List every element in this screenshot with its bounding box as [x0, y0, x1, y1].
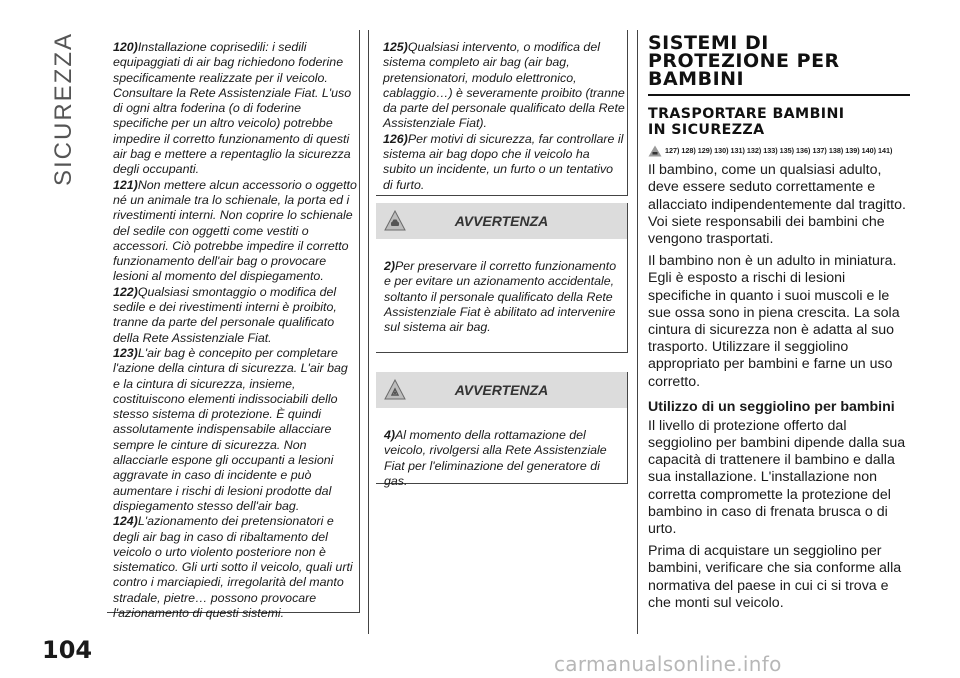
section-label: SICUREZZA	[50, 32, 77, 187]
left-notes	[113, 40, 357, 621]
note-number: 4)	[384, 428, 396, 442]
note-text: Installazione coprisedili: i sedili equipaggiati di air bag richiedono foderine specificamente realizzate per il veicolo. Consultare la Rete Assistenziale Fiat. L'uso di ogni altra foderina (o di foderine specifiche per un altro veicolo) potrebbe impedire il corretto funzionamento di questi air bag e mettere a repentaglio la sicurezza degli occupanti.	[113, 40, 352, 177]
watermark: carmanualsonline.info	[554, 652, 782, 676]
note-item	[113, 40, 357, 178]
subheading-line: TRASPORTARE BAMBINI	[648, 106, 845, 122]
note-number: 125)	[383, 40, 408, 54]
warning-header	[376, 372, 627, 408]
note-number: 123)	[113, 345, 138, 360]
paragraph: Il bambino non è un adulto in miniatura. Egli è esposto a rischi di lesioni specifiche in quanto i suoi muscoli e le sue ossa sono in piena crescita. La sola cintura di sicurezza non è adatta al suo trasporto. Utilizzare il seggiolino appropriato per bambini e farne un uso corretto.	[648, 253, 900, 390]
note-number: 121)	[113, 177, 138, 192]
note-number: 124)	[113, 514, 138, 529]
note-text: Qualsiasi intervento, o modifica del sistema completo air bag (air bag, pretensionatori, modulo elettronico, cablaggio…) è severamente proibito (tranne da parte del personale qualificato della Rete Assistenziale Fiat).	[383, 40, 625, 131]
note-text: Per preservare il corretto funzionamento e per evitare un azionamento accidentale, soltanto il personale qualificato della Rete Assistenziale Fiat è abilitato ad intervenire sul sistema air bag.	[384, 259, 617, 335]
warning-text	[384, 259, 621, 335]
subsection-heading	[648, 106, 910, 138]
note-text: L'air bag è concepito per completare l'azione della cintura di sicurezza. L'air bag e la cintura di sicurezza, insieme, costituiscono elementi indissociabili dello stesso sistema di protezione. È quindi assolutamente indispensabile allacciare sempre le cinture di sicurezza. Non allacciarle espone gli occupanti a lesioni aggravate in caso di incidente e può aumentare i rischi di lesioni prodotte dal dispiegamento stesso dell'air bag.	[113, 345, 348, 513]
subheading-line: IN SICUREZZA	[648, 122, 765, 138]
paragraph: Il livello di protezione offerto dal seggiolino per bambini dipende dalla sua capacità di trattenere il bambino e dalla sua installazione. L'installazione non corretta compromette la protezione del bambino in caso di frenata brusca o di urto.	[648, 417, 906, 537]
heading-line: BAMBINI	[648, 68, 745, 90]
warning-title: AVVERTENZA	[454, 382, 549, 398]
note-item	[113, 178, 357, 285]
middle-notes	[383, 40, 625, 193]
note-text: L'azionamento dei pretensionatori e degli air bag in caso di ribaltamento del veicolo o urto violento posteriore non è sistematico. Gli urti sotto il veicolo, quali urti contro i marciapiedi, irregolarità del manto stradale, pietre… possono provocare l'azionamento di questi sistemi.	[113, 514, 353, 620]
note-item	[113, 346, 357, 514]
note-references	[648, 144, 910, 157]
main-content	[648, 30, 910, 612]
note-item	[383, 132, 625, 193]
note-text: Non mettere alcun accessorio o oggetto né un animale tra lo schienale, la porta ed i rivestimenti interni. Non coprire lo schienale del sedile con oggetti come vestiti o accessori. Ciò potrebbe impedire il corretto funzionamento dell'air bag o provocare lesioni al momento del dispiegamento.	[113, 177, 357, 284]
heading-line: SISTEMI DI	[648, 32, 769, 54]
note-number: 120)	[113, 40, 138, 54]
note-item	[383, 40, 625, 132]
note-text: Al momento della rottamazione del veicolo, rivolgersi alla Rete Assistenziale Fiat per l'eliminazione del generatore di gas.	[384, 428, 607, 488]
paragraph: Prima di acquistare un seggiolino per bambini, verificare che sia conforme alla normativa del paese in cui ci si trova e che monti sul veicolo.	[648, 543, 902, 611]
note-item	[113, 285, 357, 346]
note-number: 126)	[383, 131, 408, 146]
note-number: 2)	[384, 259, 396, 273]
warning-header	[376, 203, 627, 239]
note-item	[113, 514, 357, 621]
paragraph: Il bambino, come un qualsiasi adulto, deve essere seduto correttamente e allacciato indipendentemente dal tragitto. Voi siete responsabili dei bambini che vengono trasportati.	[648, 162, 906, 247]
note-text: Qualsiasi smontaggio o modifica del sedile e dei rivestimenti interni è proibito, tranne da parte del personale qualificato della Rete Assistenziale Fiat.	[113, 284, 337, 345]
note-number: 122)	[113, 284, 138, 299]
note-text: Per motivi di sicurezza, far controllare il sistema air bag dopo che il veicolo ha subito un incidente, un furto o un tentativo di furto.	[383, 131, 624, 192]
refs-text: 127) 128) 129) 130) 131) 132) 133) 135) 136) 137) 138) 139) 140) 141)	[665, 146, 893, 155]
warning-triangle-icon	[648, 145, 662, 157]
warning-title: AVVERTENZA	[454, 213, 549, 229]
warning-text	[384, 428, 621, 489]
heading-line: PROTEZIONE PER	[648, 50, 840, 72]
column-divider	[368, 30, 369, 634]
warning-box	[376, 203, 628, 353]
subsection-title: Utilizzo di un seggiolino per bambini	[648, 398, 895, 415]
section-heading	[648, 34, 910, 96]
page-number: 104	[42, 636, 93, 664]
warning-box	[376, 372, 628, 488]
column-divider	[637, 30, 638, 634]
